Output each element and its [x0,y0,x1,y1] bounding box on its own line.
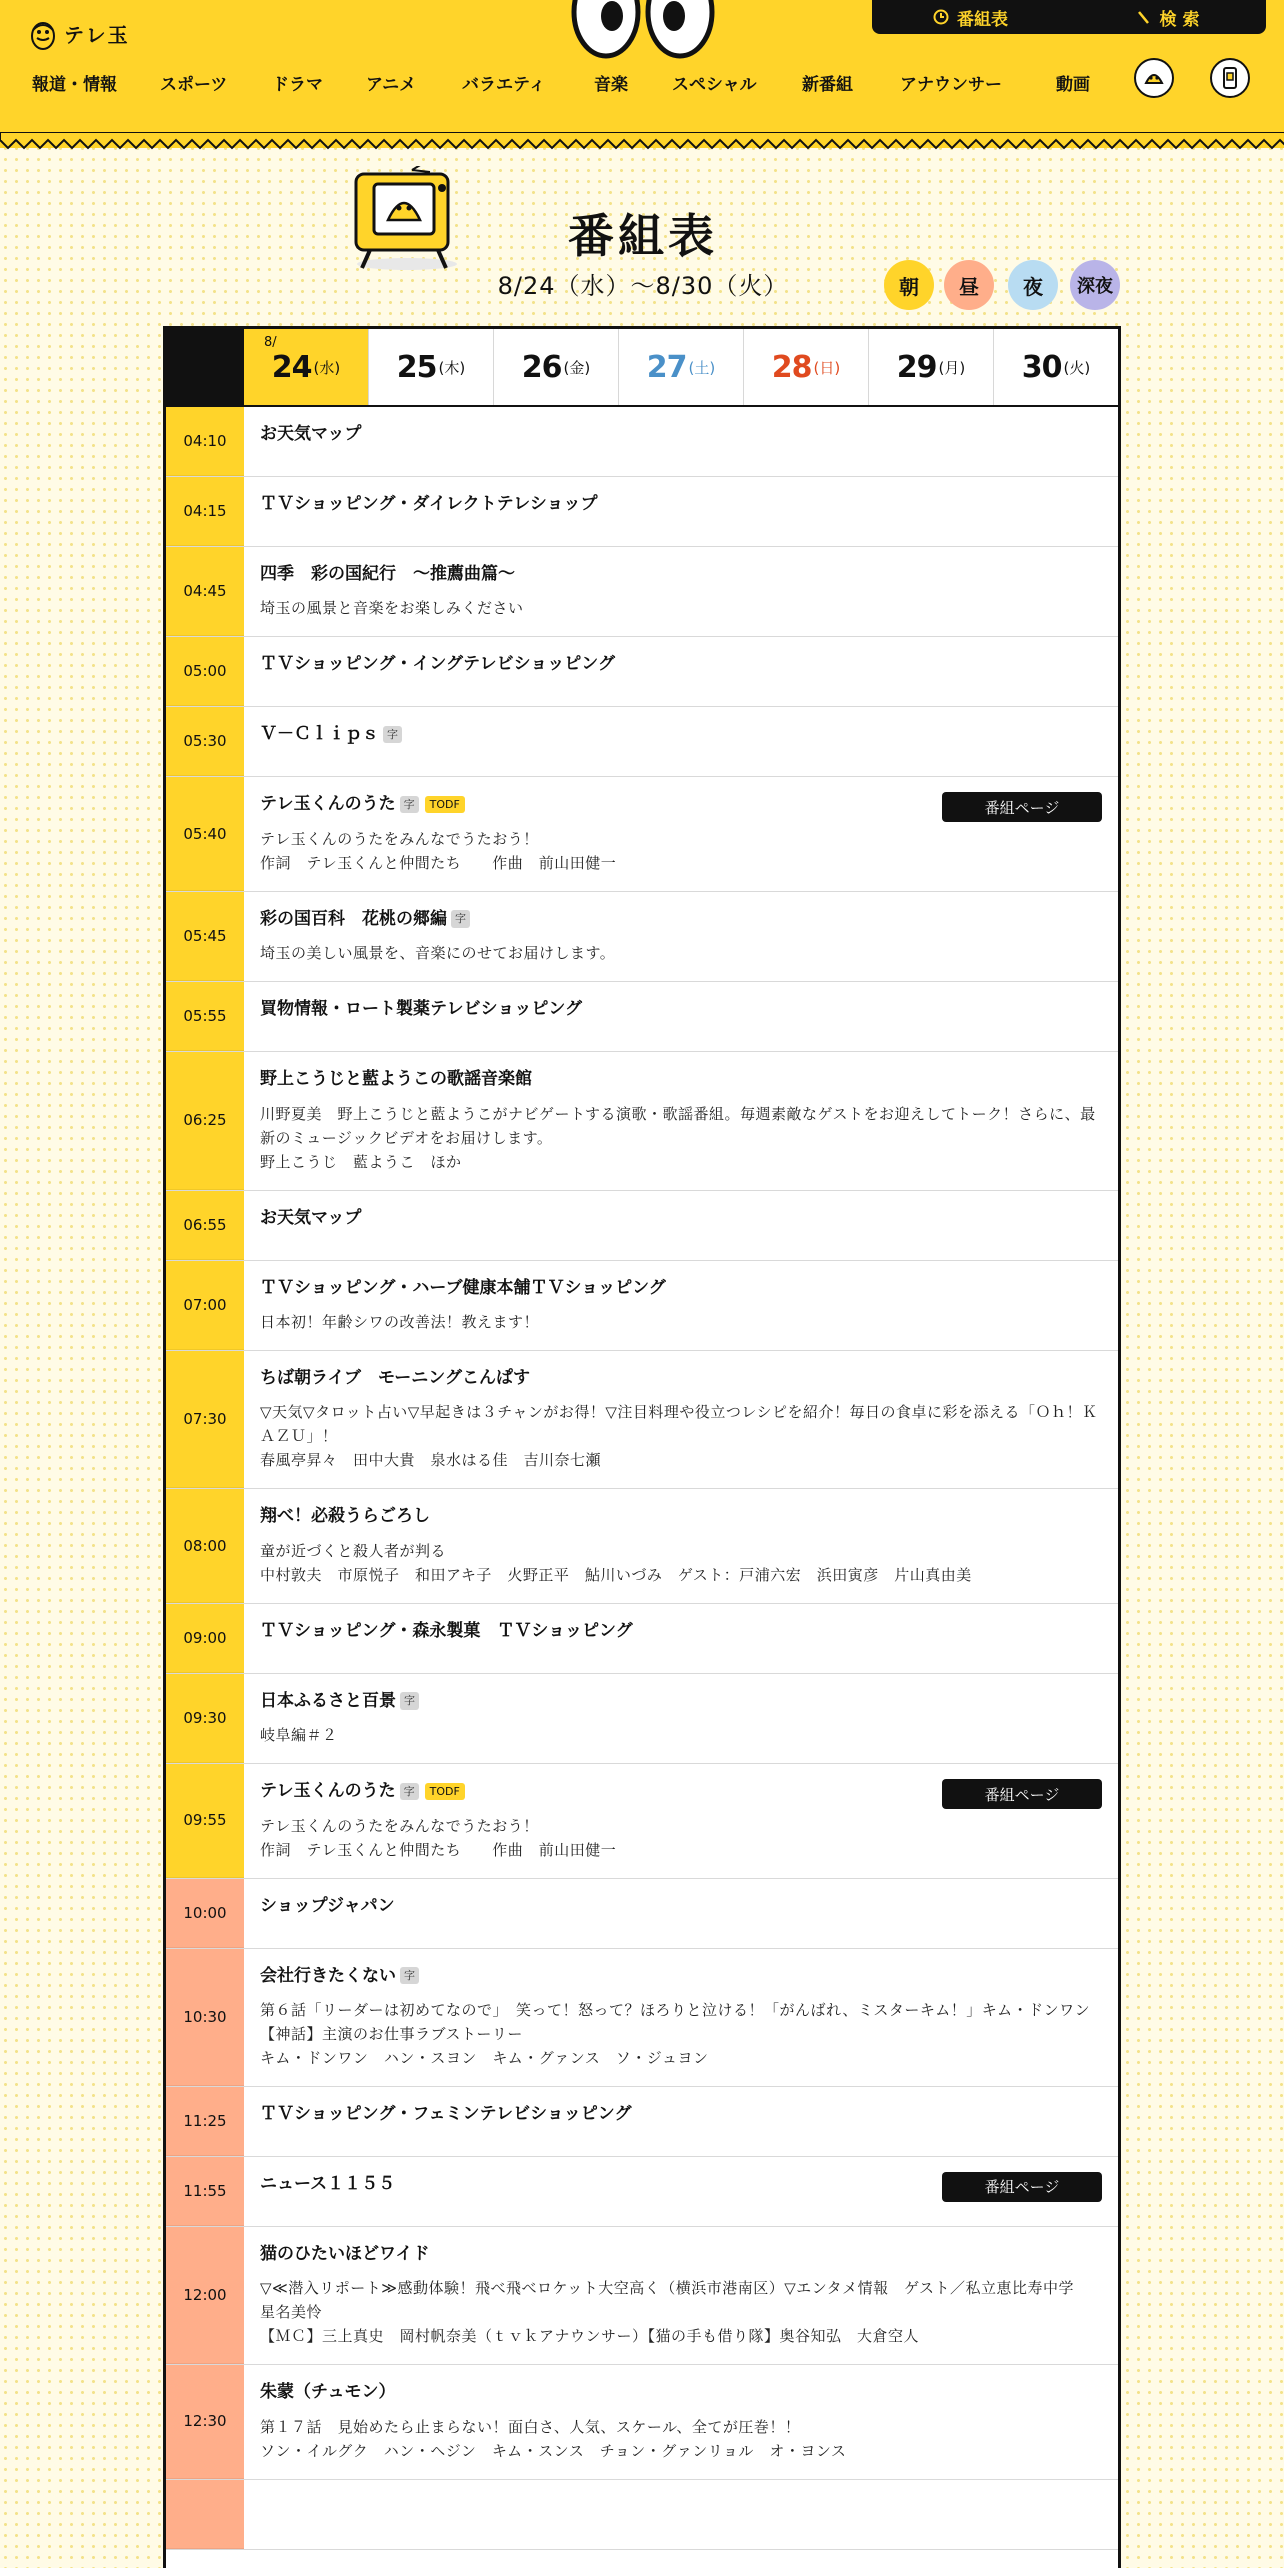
program-description [260,1723,1102,1747]
teletama-bark-icon[interactable] [1210,58,1250,98]
program-info [244,1261,1118,1350]
subtitle-badge: 字 [400,1783,419,1800]
clock-icon [933,9,949,25]
subtitle-badge: 字 [383,726,402,743]
day-weekday: (火) [1063,358,1091,377]
program-info [244,707,1118,776]
program-title-text: 四季 彩の国紀行 ～推薦曲篇～ [260,564,515,584]
day-weekday: (日) [813,358,841,377]
program-description [260,1400,1102,1472]
program-description-line: ▽≪潜入リポート≫感動体験！飛べ飛べロケット大空高く（横浜市港南区）▽エンタメ情報 ゲスト／私立恵比寿中学 星名美怜 [260,2279,1090,2322]
program-title-text: Ｖ－Ｃｌｉｐｓ [260,724,379,745]
program-description-line: 作詞 テレ玉くんと仲間たち 作曲 前山田健一 [260,853,617,872]
program-description-line: 作詞 テレ玉くんと仲間たち 作曲 前山田健一 [260,1840,617,1859]
program-time: 05:30 [166,707,244,776]
teletama-kun-icon[interactable] [1134,58,1174,98]
program-row[interactable] [166,1764,1118,1878]
day-tab[interactable] [618,329,743,405]
program-row[interactable] [166,1052,1118,1190]
program-time: 12:00 [166,2227,244,2364]
site-header [0,0,1284,148]
program-description-line: 埼玉の美しい風景を、音楽にのせてお届けします。 [260,944,616,963]
page-title: 番組表 [568,209,718,263]
program-title[interactable] [260,1368,1102,1388]
program-title[interactable] [260,564,1102,584]
day-number: 25 [396,349,437,385]
day-weekday: (木) [438,358,466,377]
program-time: 10:30 [166,1949,244,2086]
logo-text: テレ玉 [64,22,130,47]
program-description-line: 岐阜編＃２ [260,1726,338,1745]
program-row[interactable] [166,1879,1118,1949]
program-info [244,1949,1118,2086]
day-tab[interactable] [743,329,868,405]
search-link-label: 検 索 [1159,9,1200,30]
teletama-mascot-icon [30,16,56,50]
program-title-text: ちば朝ライブ モーニングこんぱす [260,1367,530,1388]
nav-item-sports[interactable]: スポーツ [160,75,228,95]
nav-item-drama[interactable]: ドラマ [272,75,323,95]
program-title-text: ＴＶショッピング・イングテレビショッピング [260,654,615,675]
program-title-text: テレ玉くんのうた [260,1781,396,1802]
program-info [244,777,1118,890]
tv-mascot-illustration [352,166,462,272]
program-title[interactable] [260,2382,1102,2402]
program-title[interactable] [260,1966,1102,1986]
day-month: 8/ [264,335,277,350]
nav-item-special[interactable]: スペシャル [672,75,757,95]
program-title-text: ＴＶショッピング・森永製菓 ＴＶショッピング [260,1620,633,1641]
program-description [260,1998,1102,2070]
program-title[interactable] [260,2104,1102,2124]
program-time: 04:10 [166,407,244,476]
day-number: 24 [271,349,312,385]
program-description-line: 春風亭昇々 田中大貴 泉水はる佳 吉川奈七瀬 [260,1451,602,1470]
program-info [244,637,1118,706]
program-title[interactable] [260,1208,1102,1228]
program-description-line: 埼玉の風景と音楽をお楽しみください [260,599,524,618]
program-row[interactable] [166,707,1118,777]
program-description [260,2276,1102,2348]
program-description-line: ソン・イルグク ハン・ヘジン キム・スンス チョン・グァンリョル オ・ヨンス [260,2441,847,2460]
main-nav [0,70,1284,100]
program-time: 09:30 [166,1674,244,1763]
program-time: 06:55 [166,1191,244,1260]
program-info [244,477,1118,546]
program-row[interactable] [166,2157,1118,2227]
program-description [260,827,1102,875]
program-title[interactable] [260,1506,1102,1526]
mascot-eyes-icon [570,0,716,60]
tod-night-button[interactable]: 夜 [1008,260,1058,310]
program-info [244,982,1118,1051]
program-title-text: 会社行きたくない [260,1965,396,1986]
program-time: 05:00 [166,637,244,706]
todf-badge: TODF [425,796,465,813]
program-description [260,1539,1102,1587]
program-info [244,1052,1118,1189]
program-info [244,2157,1118,2226]
program-info [244,2365,1118,2478]
program-info [244,2480,1118,2549]
program-info [244,1604,1118,1673]
program-description-line: キム・ドンワン ハン・スヨン キム・グァンス ソ・ジュヨン [260,2048,709,2067]
program-description-line: テレ玉くんのうたをみんなでうたおう！ [260,829,539,848]
program-description [260,2415,1102,2463]
program-title-text: お天気マップ [260,1207,362,1228]
phone-icon [1219,65,1241,91]
program-title-text: お天気マップ [260,424,362,444]
program-time [166,2480,244,2549]
program-info [244,547,1118,636]
program-time: 05:45 [166,892,244,981]
program-title[interactable] [260,1069,1102,1089]
subtitle-badge: 字 [400,1692,419,1709]
subtitle-badge: 字 [400,796,419,813]
program-description-line: 童が近づくと殺人者が判る [260,1541,447,1560]
program-title-text: 翔べ！必殺うらごろし [260,1506,430,1527]
top-links-bar [872,0,1266,34]
nav-item-music[interactable]: 音楽 [594,75,628,95]
mascot-face-icon [1141,65,1167,91]
day-tabs [166,329,1118,407]
program-row[interactable] [166,2480,1118,2550]
program-time: 12:30 [166,2365,244,2478]
program-description [260,596,1102,620]
nav-item-anime[interactable]: アニメ [366,75,417,95]
day-number: 27 [646,349,687,385]
program-time: 09:55 [166,1764,244,1877]
program-description-line: テレ玉くんのうたをみんなでうたおう！ [260,1816,539,1835]
schedule-table [163,326,1121,2568]
program-title[interactable] [260,424,1102,444]
search-icon [1136,9,1152,25]
program-title[interactable] [260,1691,1102,1711]
nav-item-news[interactable]: 報道・情報 [32,75,117,95]
todf-badge: TODF [425,1783,465,1800]
program-row[interactable] [166,1674,1118,1764]
program-time: 04:15 [166,477,244,546]
program-description-line: 第１７話 見始めたら止まらない！面白さ、人気、スケール、全てが圧巻！！ [260,2417,801,2436]
program-title-text: テレ玉くんのうた [260,794,396,815]
program-description [260,1310,1102,1334]
program-title-text: 朱蒙（チュモン） [260,2382,396,2403]
day-number: 26 [521,349,562,385]
program-row[interactable] [166,1489,1118,1603]
header-zigzag-edge [0,132,1284,152]
program-description-line: 【ＭＣ】三上真史 岡村帆奈美（ｔｖｋアナウンサー）【猫の手も借り隊】奥谷知弘 大倉空人 [260,2327,920,2346]
schedule-link-label: 番組表 [957,9,1008,30]
day-tab[interactable] [993,329,1118,405]
program-row[interactable] [166,982,1118,1052]
search-link[interactable] [1069,5,1266,30]
program-time: 09:00 [166,1604,244,1673]
program-page-button[interactable]: 番組ページ [942,792,1102,822]
program-time: 11:55 [166,2157,244,2226]
program-title[interactable] [260,654,1102,674]
program-title-text: 野上こうじと藍ようこの歌謡音楽館 [260,1069,532,1090]
program-description-line: 野上こうじ 藍ようこ ほか [260,1152,462,1171]
program-page-button[interactable]: 番組ページ [942,1779,1102,1809]
day-number: 29 [896,349,937,385]
program-row[interactable] [166,407,1118,477]
program-info [244,1674,1118,1763]
program-title[interactable] [260,909,1102,929]
day-tab[interactable] [368,329,493,405]
program-row[interactable] [166,1949,1118,2087]
program-time: 10:00 [166,1879,244,1948]
program-title-text: ニュース１１５５ [260,2173,396,2194]
program-title[interactable] [260,2244,1102,2264]
program-time: 05:40 [166,777,244,890]
program-info [244,1191,1118,1260]
program-page-button[interactable]: 番組ページ [942,2172,1102,2202]
program-description-line: 中村敦夫 市原悦子 和田アキ子 火野正平 鮎川いづみ ゲスト：戸浦六宏 浜田寅彦 片山真由美 [260,1565,972,1584]
nav-item-variety[interactable]: バラエティ [462,75,546,95]
subtitle-badge: 字 [451,910,470,927]
program-row[interactable] [166,547,1118,637]
day-tab[interactable] [868,329,993,405]
program-title-text: ショップジャパン [260,1895,395,1916]
day-tabs-corner [166,329,244,405]
program-title[interactable] [260,1278,1102,1298]
program-info [244,2087,1118,2156]
program-row[interactable] [166,1351,1118,1489]
program-description-line: 川野夏美 野上こうじと藍ようこがナビゲートする演歌・歌謡番組。毎週素敵なゲストをお迎えしてトーク！さらに、最新のミュージックビデオをお届けします。 [260,1104,1096,1147]
program-row[interactable] [166,2227,1118,2365]
day-weekday: (金) [563,358,591,377]
subtitle-badge: 字 [400,1967,419,1984]
program-description [260,1102,1102,1174]
program-description-line: 第６話「リーダーは初めてなので」 笑って！怒って？ほろりと泣ける！「がんばれ、ミスターキム！」キム・ドンワン【神話】主演のお仕事ラブストーリー [260,2000,1091,2043]
program-info [244,1489,1118,1602]
program-row[interactable] [166,1261,1118,1351]
program-info [244,1351,1118,1488]
program-title-text: ＴＶショッピング・ハーブ健康本舗ＴＶショッピング [260,1277,666,1298]
program-title-text: 猫のひたいほどワイド [260,2243,430,2264]
program-title-text: ＴＶショッピング・ダイレクトテレショップ [260,494,598,514]
program-description-line: 日本初！年齢シワの改善法！教えます！ [260,1312,540,1331]
tod-daytime-button[interactable]: 昼 [944,260,994,310]
program-description [260,1814,1102,1862]
program-info [244,892,1118,981]
program-title[interactable] [260,1621,1102,1641]
nav-item-new[interactable]: 新番組 [802,75,853,95]
program-time: 11:25 [166,2087,244,2156]
program-title-text: 買物情報・ロート製薬テレビショッピング [260,999,582,1020]
program-time: 05:55 [166,982,244,1051]
program-title-text: 日本ふるさと百景 [260,1690,396,1711]
day-tab[interactable] [493,329,618,405]
program-title[interactable] [260,999,1102,1019]
program-row[interactable] [166,1604,1118,1674]
tod-morning-button[interactable]: 朝 [884,260,934,310]
program-info [244,2227,1118,2364]
date-range: 8/24（水）〜8/30（火） [497,272,789,300]
day-weekday: (水) [313,358,341,377]
program-time: 07:00 [166,1261,244,1350]
program-list [166,407,1118,2550]
program-row[interactable] [166,2365,1118,2479]
program-row[interactable] [166,777,1118,891]
day-number: 28 [771,349,812,385]
day-weekday: (土) [688,358,716,377]
program-title-text: ＴＶショッピング・フェミンテレビショッピング [260,2103,632,2124]
program-info [244,407,1118,476]
program-time: 07:30 [166,1351,244,1488]
nav-item-announcer[interactable]: アナウンサー [900,75,1002,95]
program-title[interactable] [260,724,1102,744]
program-row[interactable] [166,477,1118,547]
day-number: 30 [1021,349,1062,385]
program-row[interactable] [166,2087,1118,2157]
program-row[interactable] [166,892,1118,982]
program-description [260,941,1102,965]
schedule-link[interactable] [872,5,1069,30]
program-row[interactable] [166,1191,1118,1261]
program-info [244,1879,1118,1948]
program-time: 04:45 [166,547,244,636]
program-time: 06:25 [166,1052,244,1189]
program-time: 08:00 [166,1489,244,1602]
program-row[interactable] [166,637,1118,707]
nav-item-video[interactable]: 動画 [1056,75,1090,95]
program-info [244,1764,1118,1877]
program-title-text: 彩の国百科 花桃の郷編 [260,908,447,929]
tod-latenight-button[interactable]: 深夜 [1070,260,1120,310]
program-title[interactable] [260,1896,1102,1916]
program-title[interactable] [260,494,1102,514]
day-tab[interactable] [244,329,368,405]
program-description-line: ▽天気▽タロット占い▽早起きは３チャンがお得！▽注目料理や役立つレシピを紹介！毎日の食卓に彩を添える「Ｏｈ！ＫＡＺＵ」！ [260,1403,1098,1446]
site-logo[interactable] [30,16,130,50]
day-weekday: (月) [938,358,966,377]
